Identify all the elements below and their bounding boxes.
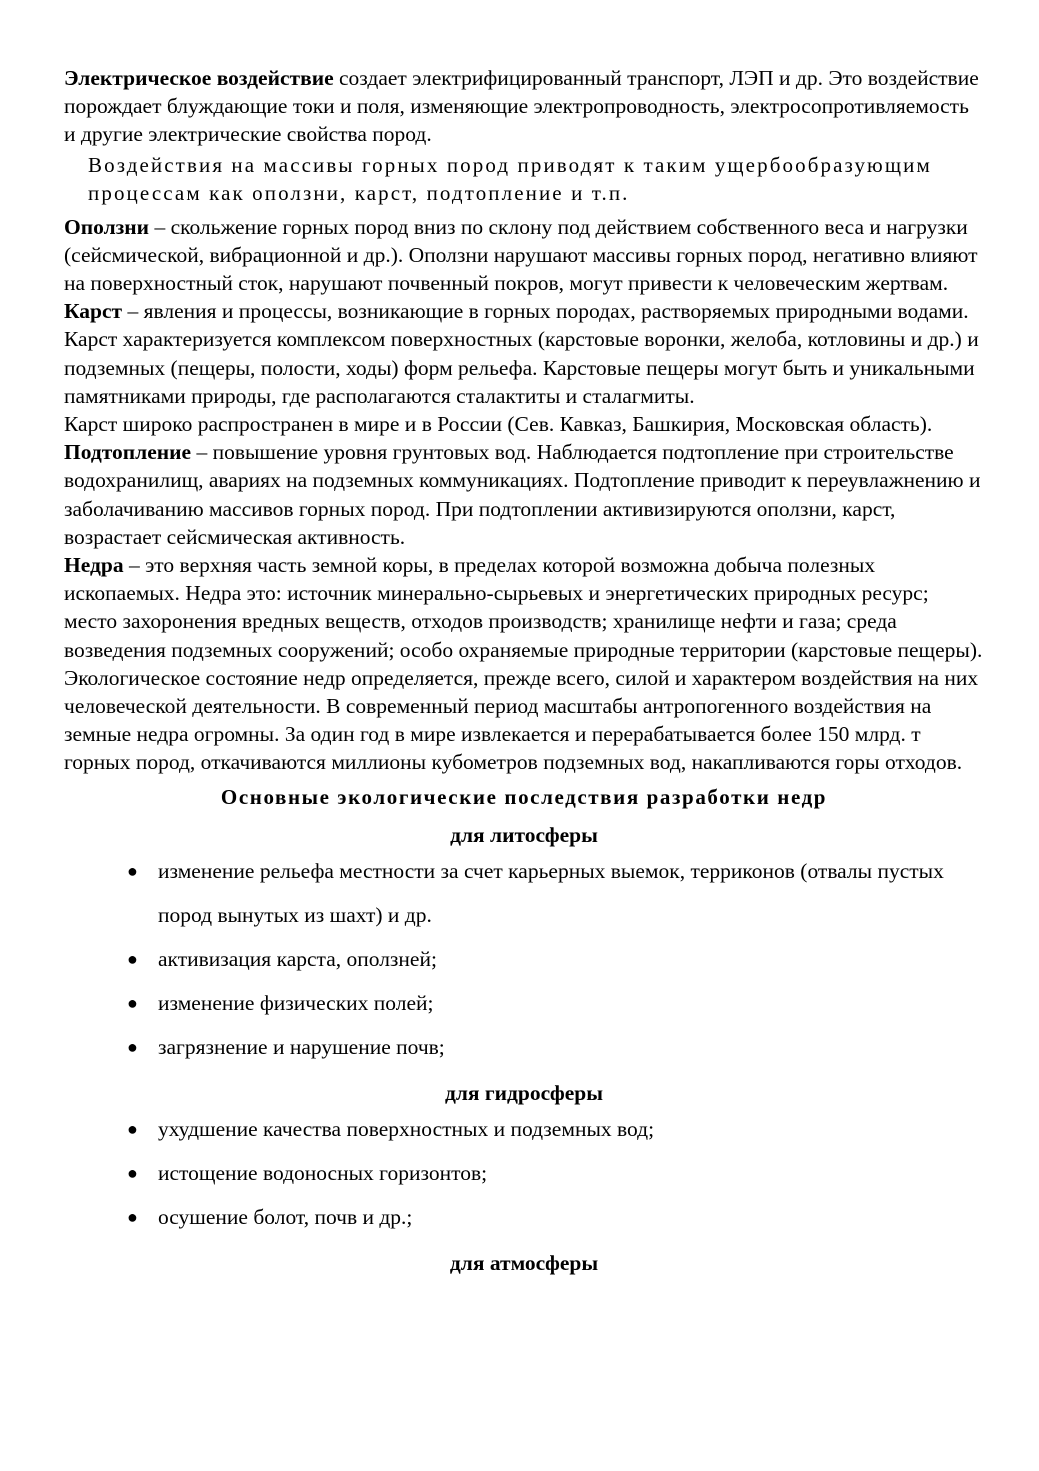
list-item-text: загрязнение и нарушение почв; [158, 1034, 445, 1059]
list-item [64, 981, 984, 1025]
term-karst: Карст [64, 299, 123, 324]
paragraph-karst [64, 297, 984, 410]
bullet-icon: ● [127, 1118, 138, 1139]
list-item-text: ухудшение качества поверхностных и подземных вод; [158, 1116, 655, 1141]
paragraph-landslides [64, 213, 984, 298]
bullet-icon: ● [127, 860, 138, 881]
subheading-atmosphere: для атмосферы [449, 1250, 599, 1275]
term-electric: Электрическое воздействие [64, 66, 334, 90]
list-item [64, 937, 984, 981]
list-item [64, 1025, 984, 1069]
list-item-text: активизация карста, оползней; [158, 946, 437, 971]
subheading-hydrosphere: для гидросферы [444, 1080, 604, 1105]
paragraph-subsoil [64, 551, 984, 664]
list-item [64, 1151, 984, 1195]
list-item [64, 1195, 984, 1239]
list-item [64, 1107, 984, 1151]
subheading-lithosphere: для литосферы [450, 822, 598, 847]
document-page [64, 64, 984, 1277]
text-karst: – явления и процессы, возникающие в горных породах, растворяемых природными водами. Карст характеризуется комплексом поверхностных (карстовые воронки, желоба, котловины и др.) и подземных (пещеры, полости, ходы) форм рельефа. Карстовые пещеры могут быть и уникальными памятниками природы, где располагаются сталактиты и сталагмиты. [64, 299, 979, 408]
term-subsoil: Недра [64, 553, 124, 578]
list-item-text: изменение физических полей; [158, 990, 434, 1015]
text-flooding: – повышение уровня грунтовых вод. Наблюдается подтопление при строительстве водохранилищ, авариях на подземных коммуникациях. Подтопление приводит к переувлажнению и заболачиванию массивов горных пород. При подтоплении активизируются оползни, карст, возрастает сейсмическая активность. [64, 440, 981, 549]
list-item [64, 849, 984, 937]
term-flooding: Подтопление [64, 440, 192, 465]
intro-paragraph: Воздействия на массивы горных пород приводят к таким ущербообразующим процессам как оползни, карст, подтопление и т.п. [88, 152, 932, 205]
paragraph-karst-spread: Карст широко распространен в мире и в России (Сев. Кавказ, Башкирия, Московская область). [64, 412, 933, 437]
bullet-icon: ● [127, 948, 138, 969]
list-item-text: истощение водоносных горизонтов; [158, 1160, 488, 1185]
paragraph-flooding [64, 438, 984, 551]
list-hydrosphere [64, 1107, 984, 1239]
list-item-text: осушение болот, почв и др.; [158, 1204, 413, 1229]
term-landslides: Оползни [64, 214, 150, 239]
list-item-text: изменение рельефа местности за счет карьерных выемок, терриконов (отвалы пустых пород вынутых из шахт) и др. [158, 858, 944, 927]
bullet-icon: ● [127, 1036, 138, 1057]
bullet-icon: ● [127, 1206, 138, 1227]
section-heading: Основные экологические последствия разработки недр [220, 784, 828, 809]
list-lithosphere [64, 849, 984, 1069]
text-landslides: – скольжение горных пород вниз по склону под действием собственного веса и нагрузки (сейсмической, вибрационной и др.). Оползни нарушают массивы горных пород, негативно влияют на поверхностный сток, нарушают почвенный покров, могут привести к человеческим жертвам. [64, 214, 978, 296]
text-electric: создает электрифицированный транспорт, ЛЭП и др. Это воздействие порождает блуждающие токи и поля, изменяющие электропроводность, электросопротивляемость и другие электрические свойства пород. [64, 66, 979, 147]
bullet-icon: ● [127, 1162, 138, 1183]
paragraph-ecology: Экологическое состояние недр определяется, прежде всего, силой и характером воздействия на них человеческой деятельности. В современный период масштабы антропогенного воздействия на земные недра огромны. За один год в мире извлекается и перерабатывается более 150 млрд. т горных пород, откачиваются миллионы кубометров подземных вод, накапливаются горы отходов. [64, 665, 979, 775]
paragraph-electric [64, 64, 984, 149]
text-subsoil: – это верхняя часть земной коры, в пределах которой возможна добыча полезных ископаемых. Недра это: источник минерально-сырьевых и энергетических природных ресурс; место захоронения вредных веществ, отходов производств; хранилище нефти и газа; среда возведения подземных сооружений; особо охраняемые природные территории (карстовые пещеры). [64, 553, 983, 662]
bullet-icon: ● [127, 992, 138, 1013]
